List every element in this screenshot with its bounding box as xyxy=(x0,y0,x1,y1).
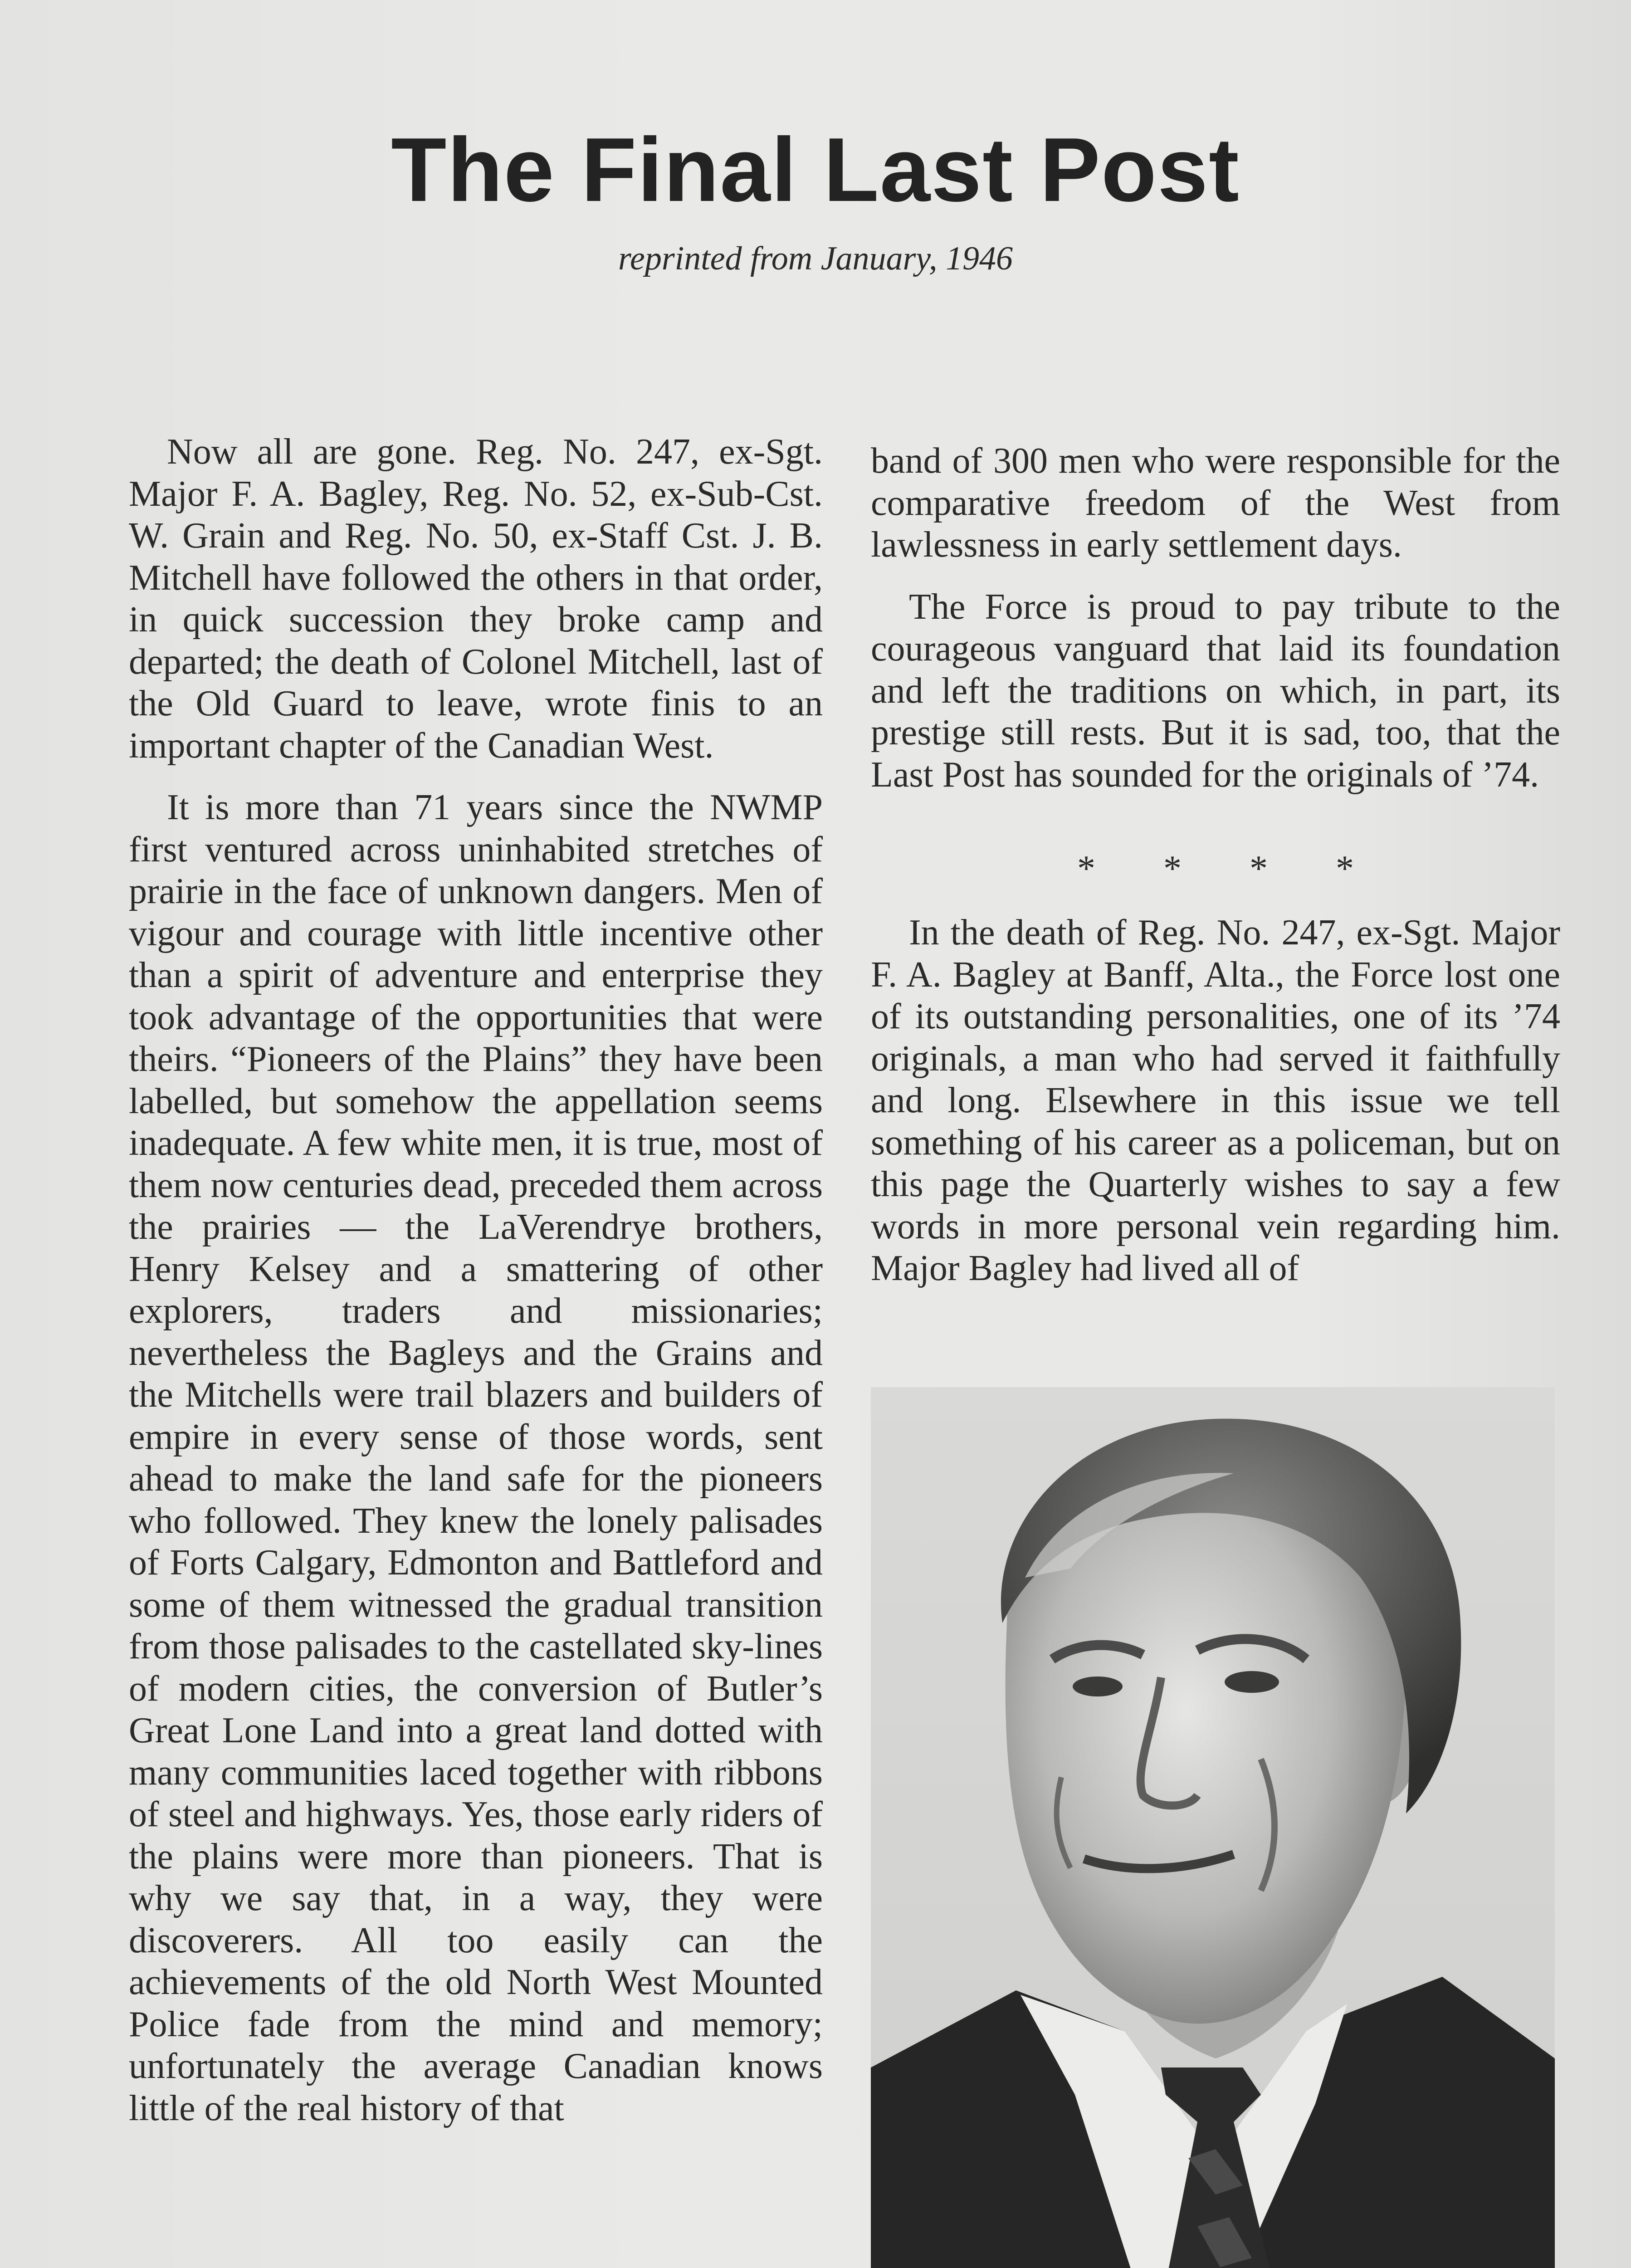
right-column-bottom xyxy=(871,912,1560,1290)
paragraph: band of 300 men who were responsible for the comparative freedom of the West from lawlessness in early settlement days. xyxy=(871,441,1560,565)
article-subtitle: reprinted from January, 1946 xyxy=(618,240,1013,277)
paragraph: Now all are gone. Reg. No. 247, ex-Sgt. Major F. A. Bagley, Reg. No. 52, ex-Sub-Cst. W. Grain and Reg. No. 50, ex-Staff Cst. J. B. Mitchell have followed the others in that order, in quick succession they broke camp and departed; the death of Colonel Mitchell, last of the Old Guard to leave, wrote finis to an important chapter of the Canadian West. xyxy=(129,432,823,766)
right-column-top xyxy=(871,440,1560,796)
paragraph: The Force is proud to pay tribute to the courageous vanguard that laid its foundation and left the traditions on which, in part, its prestige still rests. But it is sad, too, that the Last Post has sounded for the originals of ’74. xyxy=(871,587,1560,795)
left-column xyxy=(129,431,823,2129)
paragraph: It is more than 71 years since the NWMP first ventured across uninhabited stretches of prairie in the face of unknown dangers. Men of vigour and courage with little incentive other than a spirit of adventure and enterprise they took advantage of the opportunities that were theirs. “Pioneers of the Plains” they have been labelled, but somehow the appellation seems inadequate. A few white men, it is true, most of them now centuries dead, preceded them across the prairies — the LaVerendrye brothers, Henry Kelsey and a smattering of other explorers, traders and missionaries; nevertheless the Bagleys and the Grains and the Mitchells were trail blazers and builders of empire in every sense of those words, sent ahead to make the land safe for the pioneers who followed. They knew the lonely palisades of Forts Calgary, Edmonton and Battleford and some of them witnessed the gradual transition from those palisades to the castellated sky-lines of modern cities, the conversion of Butler’s Great Lone Land into a great land dotted with many communities laced together with ribbons of steel and highways. Yes, those early riders of the plains were more than pioneers. That is why we say that, in a way, they were discoverers. All too easily can the achievements of the old North West Mounted Police fade from the mind and memory; unfortunately the average Canadian knows little of the real history of that xyxy=(129,787,823,2128)
paragraph: In the death of Reg. No. 247, ex-Sgt. Major F. A. Bagley at Banff, Alta., the Force lost one of its outstanding personalities, one of its ’74 originals, a man who had served it faithfully and long. Elsewhere in this issue we tell something of his career as a policeman, but on this page the Quarterly wishes to say a few words in more personal vein regarding him. Major Bagley had lived all of xyxy=(871,913,1560,1288)
portrait-photo xyxy=(871,1387,1555,2268)
article-title: The Final Last Post xyxy=(391,119,1240,220)
section-separator: * * * * xyxy=(1077,849,1354,889)
